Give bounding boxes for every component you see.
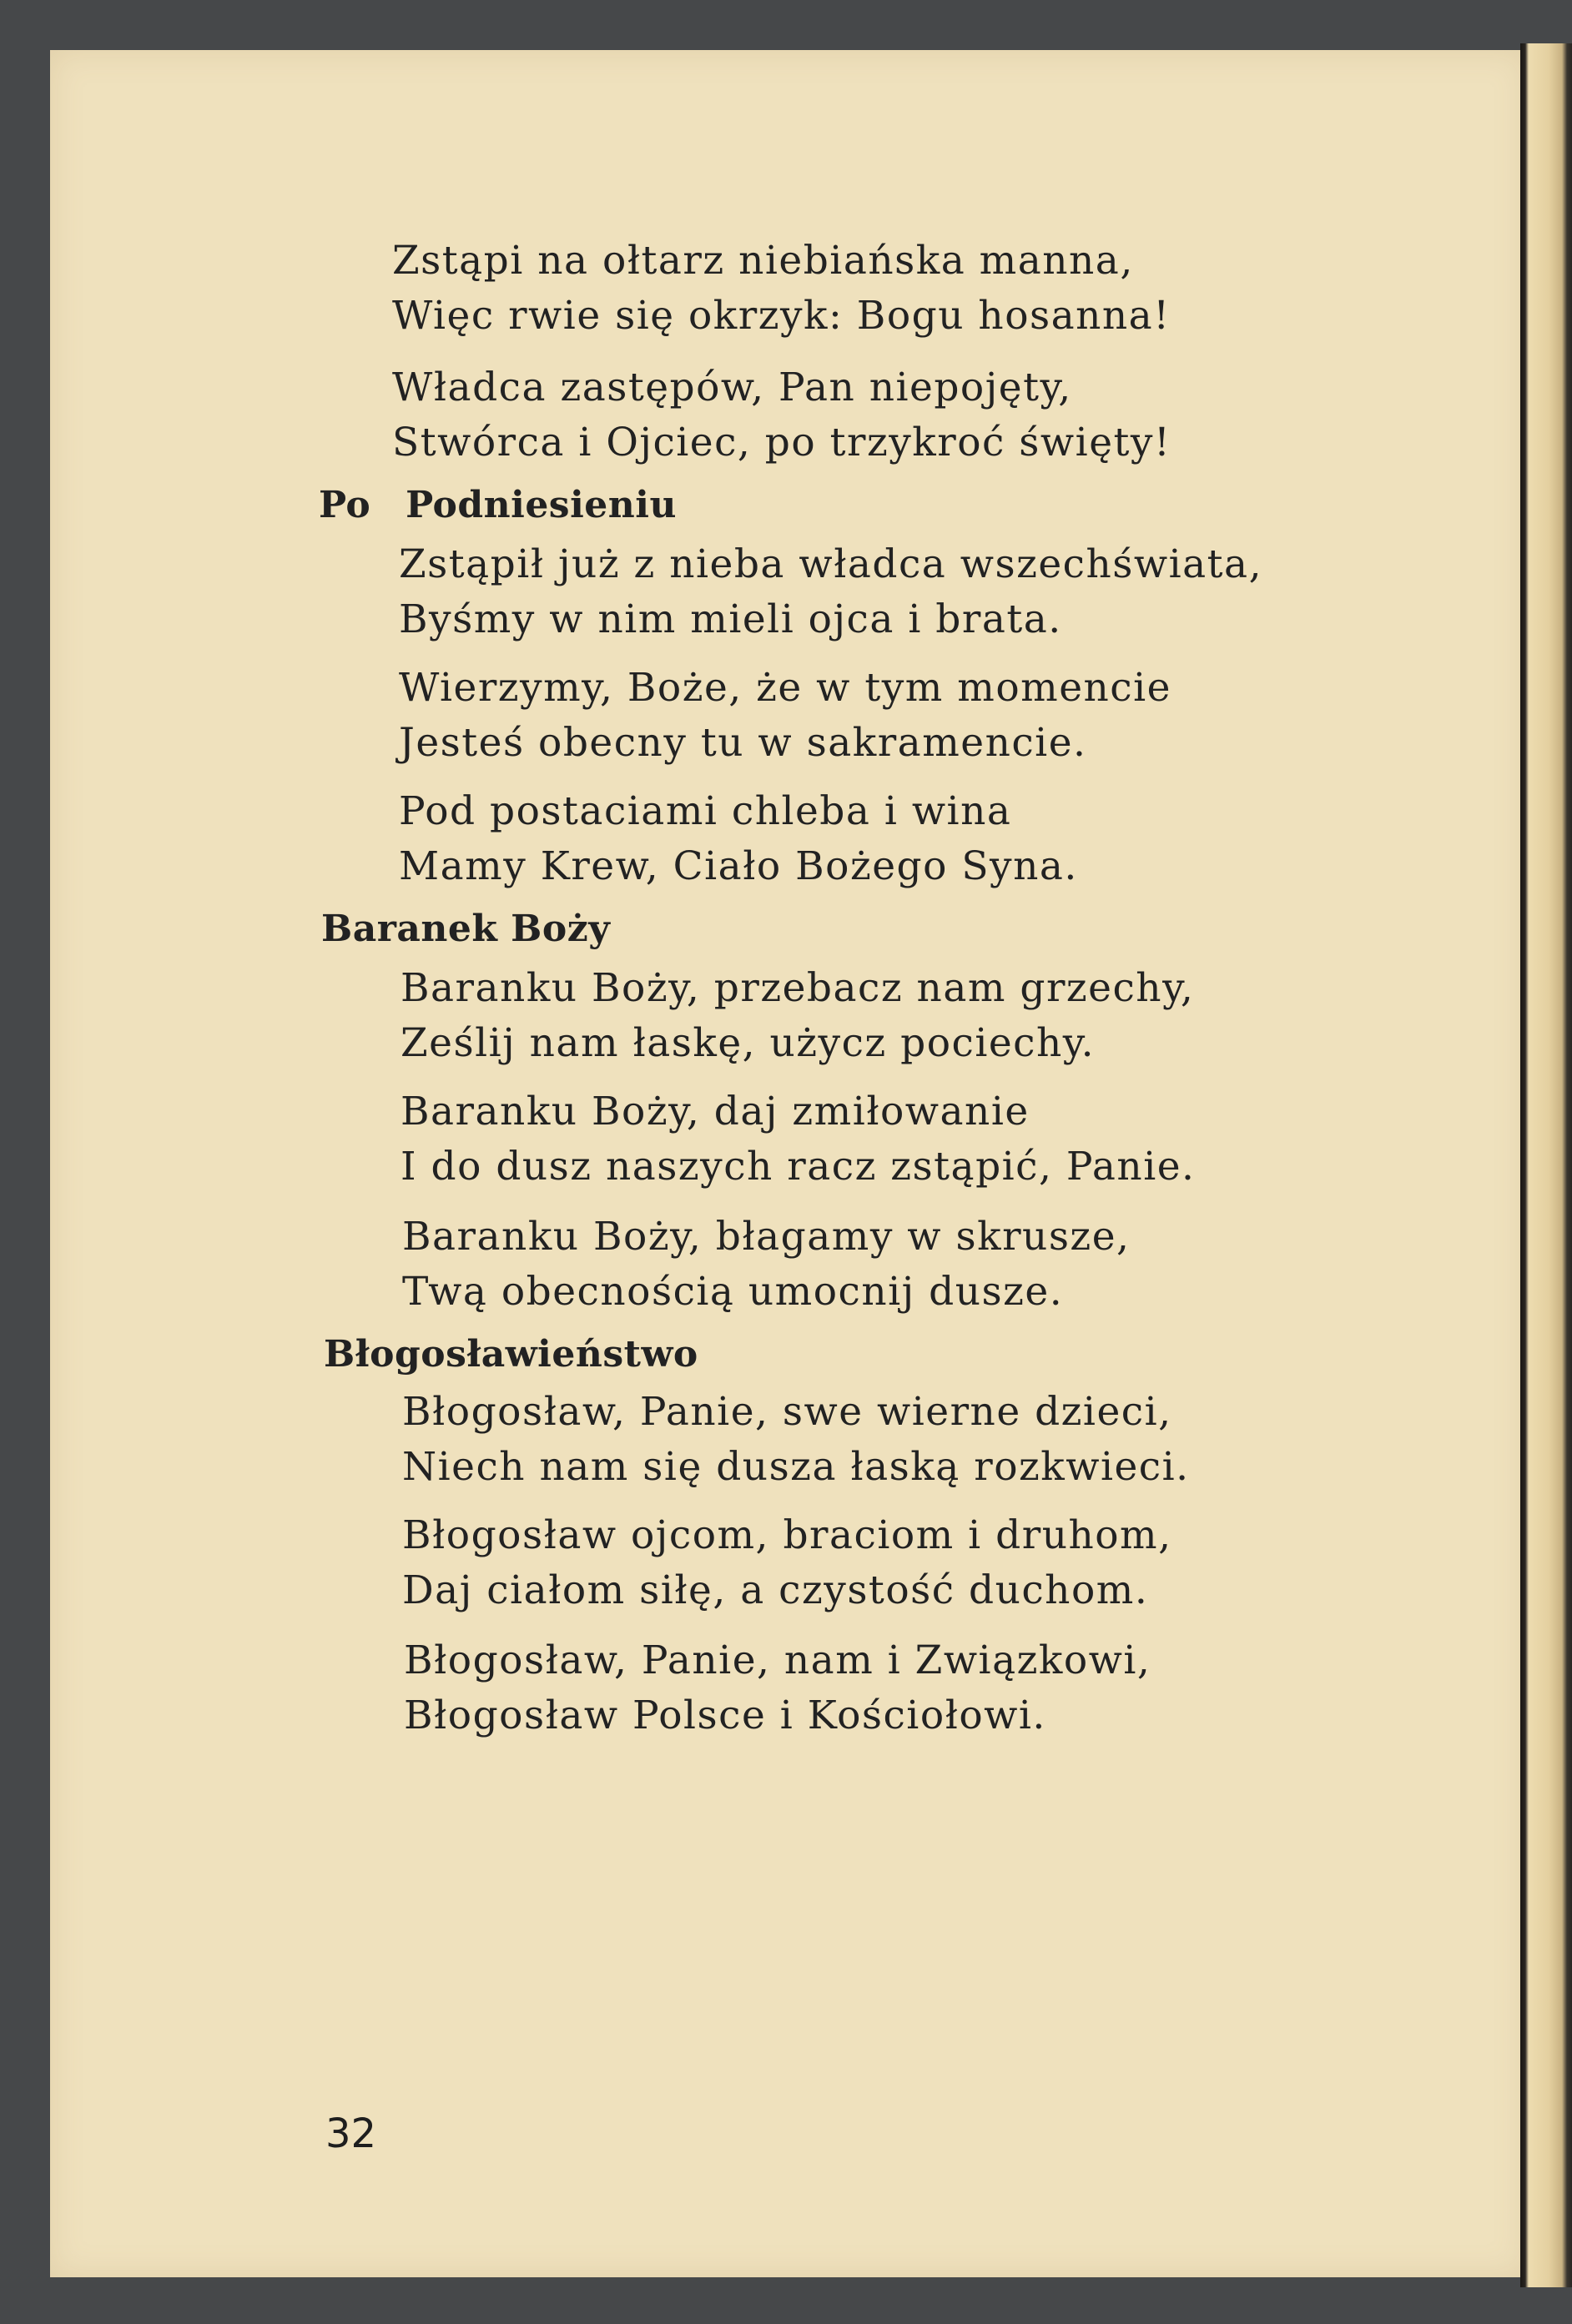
stanza-4 xyxy=(399,661,1171,771)
heading-po-podniesieniu xyxy=(319,484,677,526)
stanza-3 xyxy=(399,537,1262,647)
heading-blogoslawienstwo: Błogosławieństwo xyxy=(324,1333,698,1376)
verse-line: Władca zastępów, Pan niepojęty, xyxy=(392,365,1072,410)
verse-line: Pod postaciami chleba i wina xyxy=(399,788,1012,834)
heading-prefix: Po xyxy=(319,484,371,526)
book-page xyxy=(50,50,1527,2277)
verse-line: Wierzymy, Boże, że w tym momencie xyxy=(399,665,1171,711)
verse-line: Byśmy w nim mieli ojca i brata. xyxy=(399,596,1062,642)
verse-line: Zstąpi na ołtarz niebiańska manna, xyxy=(392,238,1134,284)
verse-line: I do dusz naszych racz zstąpić, Panie. xyxy=(401,1144,1196,1190)
book-spine-edge xyxy=(1520,43,1572,2287)
page-content xyxy=(50,50,1527,2277)
stanza-10 xyxy=(402,1508,1172,1618)
verse-line: Baranku Boży, błagamy w skrusze, xyxy=(402,1214,1131,1260)
verse-line: Więc rwie się okrzyk: Bogu hosanna! xyxy=(392,293,1171,339)
stanza-5 xyxy=(399,784,1078,894)
verse-line: Daj ciałom siłę, a czystość duchom. xyxy=(402,1567,1149,1613)
stanza-1 xyxy=(392,234,1171,344)
heading-baranek-bozy: Baranek Boży xyxy=(321,908,611,950)
stanza-2 xyxy=(392,360,1171,470)
stanza-9 xyxy=(402,1385,1190,1495)
verse-line: Baranku Boży, przebacz nam grzechy, xyxy=(401,965,1195,1011)
verse-line: Błogosław, Panie, swe wierne dzieci, xyxy=(402,1389,1172,1435)
verse-line: Niech nam się dusza łaską rozkwieci. xyxy=(402,1444,1190,1490)
verse-line: Jesteś obecny tu w sakramencie. xyxy=(399,720,1087,766)
stanza-6 xyxy=(401,961,1194,1071)
verse-line: Błogosław ojcom, braciom i druhom, xyxy=(402,1512,1172,1558)
verse-line: Błogosław, Panie, nam i Związkowi, xyxy=(404,1637,1151,1683)
stanza-8 xyxy=(402,1210,1130,1320)
stanza-11 xyxy=(404,1633,1151,1743)
verse-line: Twą obecnością umocnij dusze. xyxy=(402,1269,1064,1315)
verse-line: Ześlij nam łaskę, użycz pociechy. xyxy=(401,1020,1096,1066)
verse-line: Zstąpił już z nieba władca wszechświata, xyxy=(399,541,1263,587)
verse-line: Baranku Boży, daj zmiłowanie xyxy=(401,1089,1030,1134)
heading-title: Podniesieniu xyxy=(406,484,677,526)
stanza-7 xyxy=(401,1084,1195,1195)
verse-line: Mamy Krew, Ciało Bożego Syna. xyxy=(399,843,1078,889)
verse-line: Błogosław Polsce i Kościołowi. xyxy=(404,1693,1046,1738)
page-number: 32 xyxy=(325,2110,377,2157)
verse-line: Stwórca i Ojciec, po trzykroć święty! xyxy=(392,420,1171,465)
